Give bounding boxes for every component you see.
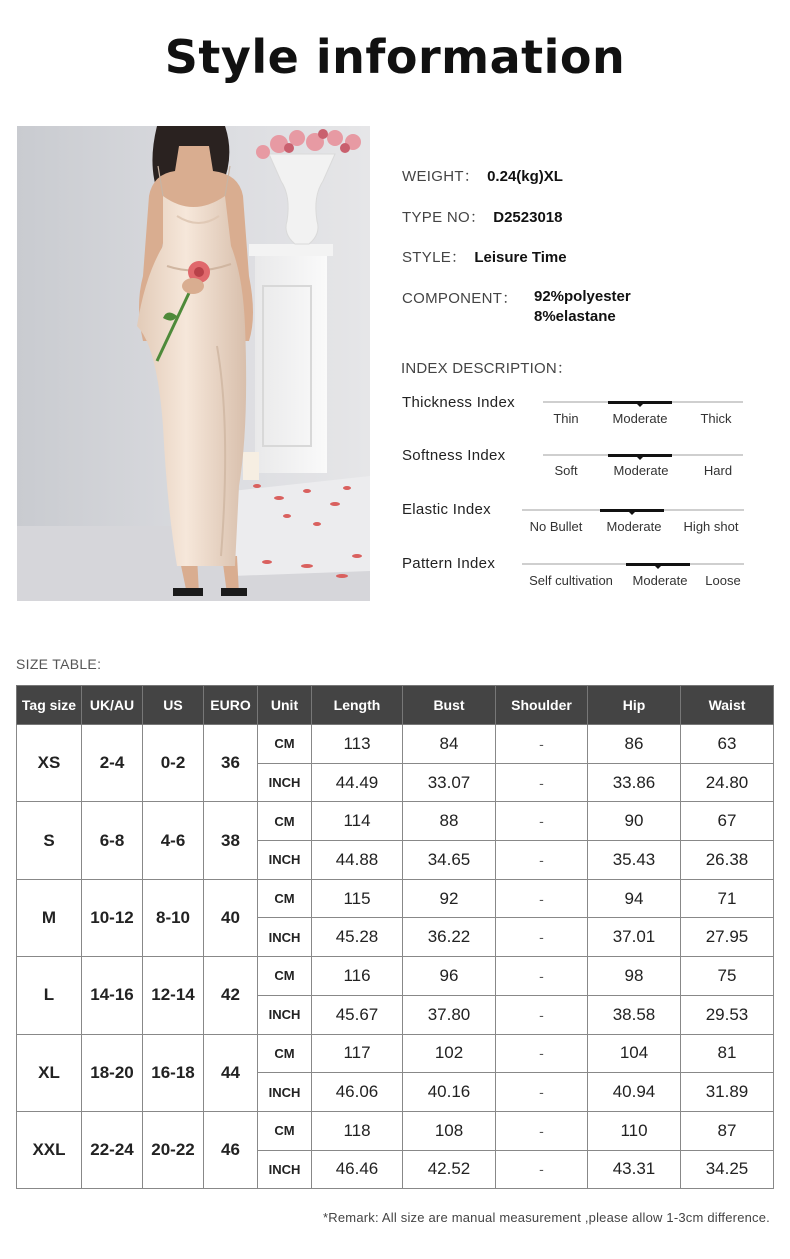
hip-cell: 43.31 bbox=[588, 1150, 681, 1189]
bust-cell: 37.80 bbox=[403, 995, 496, 1034]
thickness-selected-marker bbox=[608, 401, 672, 404]
length-cell: 45.67 bbox=[312, 995, 403, 1034]
tag-size-cell: XXL bbox=[17, 1111, 82, 1188]
bust-cell: 92 bbox=[403, 879, 496, 918]
tag-size-cell: XL bbox=[17, 1034, 82, 1111]
hip-cell: 90 bbox=[588, 802, 681, 841]
hip-cell: 33.86 bbox=[588, 763, 681, 802]
weight-row bbox=[402, 165, 563, 186]
waist-cell: 81 bbox=[681, 1034, 774, 1073]
index-description-heading: INDEX DESCRIPTION： bbox=[401, 360, 573, 377]
weight-value: 0.24(kg)XL bbox=[487, 168, 563, 185]
softness-option-soft: Soft bbox=[554, 463, 578, 478]
uk-au-cell: 22-24 bbox=[82, 1111, 143, 1188]
hip-cell: 37.01 bbox=[588, 918, 681, 957]
shoulder-cell: - bbox=[496, 995, 588, 1034]
softness-selected-marker bbox=[608, 454, 672, 457]
bust-cell: 42.52 bbox=[403, 1150, 496, 1189]
uk-au-cell: 18-20 bbox=[82, 1034, 143, 1111]
table-row bbox=[17, 957, 774, 996]
hip-cell: 86 bbox=[588, 725, 681, 764]
component-label: COMPONENT： bbox=[402, 290, 518, 307]
shoulder-cell: - bbox=[496, 1073, 588, 1112]
table-row bbox=[17, 879, 774, 918]
header-waist: Waist bbox=[681, 686, 774, 725]
unit-cell: CM bbox=[258, 879, 312, 918]
waist-cell: 67 bbox=[681, 802, 774, 841]
size-remark: *Remark: All size are manual measurement ,please allow 1-3cm difference. bbox=[323, 1210, 770, 1225]
us-cell: 12-14 bbox=[143, 957, 204, 1034]
bust-cell: 34.65 bbox=[403, 841, 496, 880]
unit-cell: CM bbox=[258, 725, 312, 764]
unit-cell: CM bbox=[258, 802, 312, 841]
waist-cell: 24.80 bbox=[681, 763, 774, 802]
unit-cell: CM bbox=[258, 1034, 312, 1073]
euro-cell: 44 bbox=[204, 1034, 258, 1111]
length-cell: 45.28 bbox=[312, 918, 403, 957]
bust-cell: 102 bbox=[403, 1034, 496, 1073]
unit-cell: INCH bbox=[258, 763, 312, 802]
table-row bbox=[17, 802, 774, 841]
waist-cell: 26.38 bbox=[681, 841, 774, 880]
size-table bbox=[16, 685, 774, 1189]
thickness-option-thick: Thick bbox=[700, 411, 732, 426]
length-cell: 46.46 bbox=[312, 1150, 403, 1189]
header-uk-au: UK/AU bbox=[82, 686, 143, 725]
component-value-1: 92%polyester bbox=[534, 288, 631, 305]
length-cell: 44.88 bbox=[312, 841, 403, 880]
hip-cell: 38.58 bbox=[588, 995, 681, 1034]
thickness-option-thin: Thin bbox=[553, 411, 579, 426]
euro-cell: 38 bbox=[204, 802, 258, 879]
elastic-index-label: Elastic Index bbox=[402, 501, 491, 518]
unit-cell: INCH bbox=[258, 918, 312, 957]
header-length: Length bbox=[312, 686, 403, 725]
header-euro: EURO bbox=[204, 686, 258, 725]
pattern-option-moderate: Moderate bbox=[632, 573, 688, 588]
unit-cell: INCH bbox=[258, 995, 312, 1034]
length-cell: 46.06 bbox=[312, 1073, 403, 1112]
pattern-selected-marker bbox=[626, 563, 690, 566]
thickness-index-label: Thickness Index bbox=[402, 394, 515, 411]
component-values bbox=[534, 287, 631, 327]
elastic-selected-marker bbox=[600, 509, 664, 512]
length-cell: 118 bbox=[312, 1111, 403, 1150]
pattern-option-self-cultivation: Self cultivation bbox=[529, 573, 613, 588]
uk-au-cell: 10-12 bbox=[82, 879, 143, 956]
length-cell: 115 bbox=[312, 879, 403, 918]
style-value: Leisure Time bbox=[474, 249, 567, 266]
uk-au-cell: 6-8 bbox=[82, 802, 143, 879]
unit-cell: CM bbox=[258, 957, 312, 996]
unit-cell: INCH bbox=[258, 1073, 312, 1112]
bust-cell: 88 bbox=[403, 802, 496, 841]
style-label: STYLE： bbox=[402, 249, 467, 266]
shoulder-cell: - bbox=[496, 802, 588, 841]
hip-cell: 40.94 bbox=[588, 1073, 681, 1112]
bust-cell: 96 bbox=[403, 957, 496, 996]
waist-cell: 34.25 bbox=[681, 1150, 774, 1189]
softness-option-hard: Hard bbox=[703, 463, 733, 478]
uk-au-cell: 2-4 bbox=[82, 725, 143, 802]
hip-cell: 110 bbox=[588, 1111, 681, 1150]
tag-size-cell: XS bbox=[17, 725, 82, 802]
shoulder-cell: - bbox=[496, 1111, 588, 1150]
hip-cell: 94 bbox=[588, 879, 681, 918]
unit-cell: CM bbox=[258, 1111, 312, 1150]
header-tag-size: Tag size bbox=[17, 686, 82, 725]
us-cell: 20-22 bbox=[143, 1111, 204, 1188]
shoulder-cell: - bbox=[496, 957, 588, 996]
euro-cell: 40 bbox=[204, 879, 258, 956]
pattern-option-loose: Loose bbox=[705, 573, 741, 588]
waist-cell: 75 bbox=[681, 957, 774, 996]
euro-cell: 46 bbox=[204, 1111, 258, 1188]
page-title: Style information bbox=[164, 30, 626, 84]
model-in-dress-illustration bbox=[17, 126, 370, 601]
unit-cell: INCH bbox=[258, 841, 312, 880]
thickness-option-moderate: Moderate bbox=[612, 411, 668, 426]
bust-cell: 108 bbox=[403, 1111, 496, 1150]
tag-size-cell: M bbox=[17, 879, 82, 956]
waist-cell: 27.95 bbox=[681, 918, 774, 957]
bust-cell: 40.16 bbox=[403, 1073, 496, 1112]
waist-cell: 31.89 bbox=[681, 1073, 774, 1112]
shoulder-cell: - bbox=[496, 841, 588, 880]
hip-cell: 104 bbox=[588, 1034, 681, 1073]
waist-cell: 87 bbox=[681, 1111, 774, 1150]
length-cell: 114 bbox=[312, 802, 403, 841]
shoulder-cell: - bbox=[496, 879, 588, 918]
shoulder-cell: - bbox=[496, 918, 588, 957]
elastic-option-no-bullet: No Bullet bbox=[529, 519, 583, 534]
type-no-label: TYPE NO： bbox=[402, 209, 486, 226]
us-cell: 16-18 bbox=[143, 1034, 204, 1111]
elastic-option-high-shot: High shot bbox=[683, 519, 739, 534]
us-cell: 0-2 bbox=[143, 725, 204, 802]
table-row bbox=[17, 1111, 774, 1150]
uk-au-cell: 14-16 bbox=[82, 957, 143, 1034]
hip-cell: 35.43 bbox=[588, 841, 681, 880]
shoulder-cell: - bbox=[496, 1150, 588, 1189]
style-row bbox=[402, 246, 567, 267]
type-no-value: D2523018 bbox=[493, 209, 563, 226]
euro-cell: 36 bbox=[204, 725, 258, 802]
waist-cell: 71 bbox=[681, 879, 774, 918]
tag-size-cell: L bbox=[17, 957, 82, 1034]
type-no-row bbox=[402, 206, 562, 227]
component-value-2: 8%elastane bbox=[534, 308, 616, 325]
bust-cell: 33.07 bbox=[403, 763, 496, 802]
bust-cell: 84 bbox=[403, 725, 496, 764]
table-row bbox=[17, 725, 774, 764]
header-bust: Bust bbox=[403, 686, 496, 725]
header-us: US bbox=[143, 686, 204, 725]
softness-index-label: Softness Index bbox=[402, 447, 506, 464]
shoulder-cell: - bbox=[496, 763, 588, 802]
table-row bbox=[17, 1034, 774, 1073]
length-cell: 113 bbox=[312, 725, 403, 764]
product-photo bbox=[17, 126, 370, 601]
bust-cell: 36.22 bbox=[403, 918, 496, 957]
length-cell: 44.49 bbox=[312, 763, 403, 802]
hip-cell: 98 bbox=[588, 957, 681, 996]
shoulder-cell: - bbox=[496, 725, 588, 764]
header-unit: Unit bbox=[258, 686, 312, 725]
waist-cell: 29.53 bbox=[681, 995, 774, 1034]
us-cell: 4-6 bbox=[143, 802, 204, 879]
size-table-label: SIZE TABLE: bbox=[16, 656, 102, 672]
waist-cell: 63 bbox=[681, 725, 774, 764]
length-cell: 116 bbox=[312, 957, 403, 996]
euro-cell: 42 bbox=[204, 957, 258, 1034]
header-shoulder: Shoulder bbox=[496, 686, 588, 725]
pattern-index-label: Pattern Index bbox=[402, 555, 496, 572]
length-cell: 117 bbox=[312, 1034, 403, 1073]
size-table-header-row bbox=[17, 686, 774, 725]
elastic-option-moderate: Moderate bbox=[606, 519, 662, 534]
component-row bbox=[402, 287, 518, 308]
weight-label: WEIGHT： bbox=[402, 168, 480, 185]
unit-cell: INCH bbox=[258, 1150, 312, 1189]
softness-option-moderate: Moderate bbox=[613, 463, 669, 478]
tag-size-cell: S bbox=[17, 802, 82, 879]
us-cell: 8-10 bbox=[143, 879, 204, 956]
shoulder-cell: - bbox=[496, 1034, 588, 1073]
header-hip: Hip bbox=[588, 686, 681, 725]
